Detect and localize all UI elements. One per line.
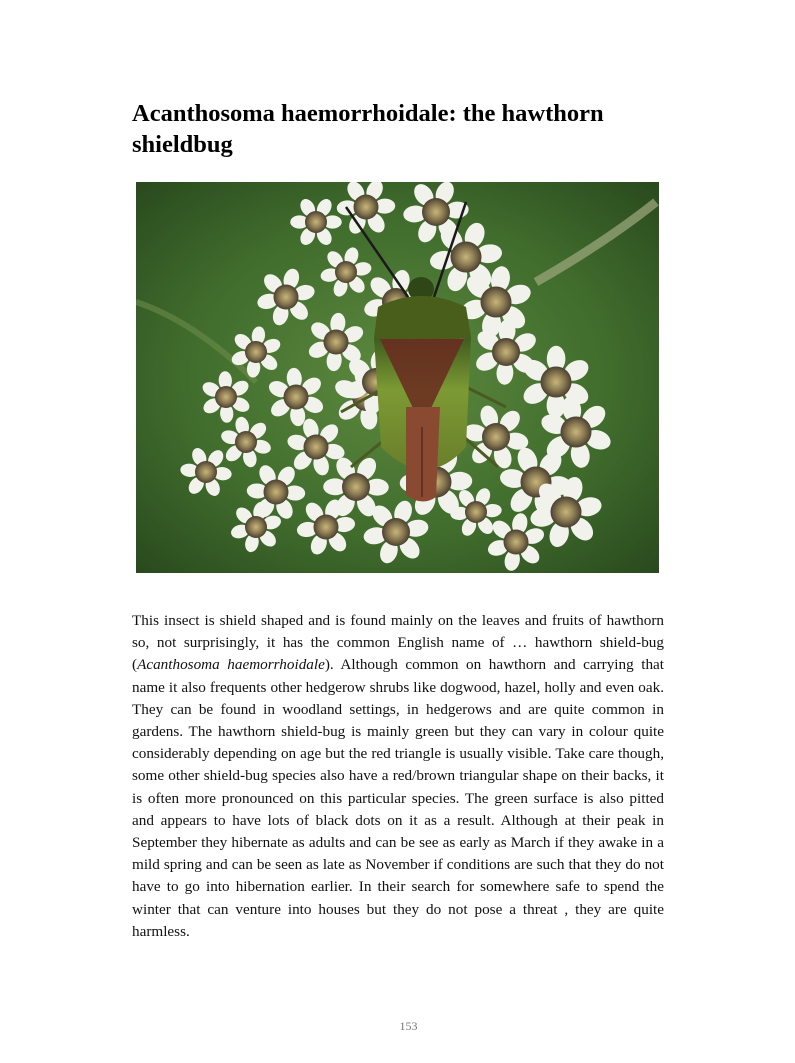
shieldbug-illustration bbox=[136, 182, 659, 573]
flower-center bbox=[504, 530, 529, 555]
flower-center bbox=[451, 242, 482, 273]
flower-center bbox=[305, 211, 327, 233]
flower-center bbox=[342, 473, 370, 501]
article-paragraph bbox=[132, 610, 664, 943]
flower-center bbox=[324, 330, 349, 355]
flower-center bbox=[264, 480, 289, 505]
flower-center bbox=[274, 285, 299, 310]
flower-center bbox=[561, 417, 592, 448]
flower-center bbox=[481, 287, 512, 318]
page-title: Acanthosoma haemorrhoidale: the hawthorn shieldbug bbox=[132, 100, 604, 158]
paragraph-text-end: ). Although common on hawthorn and carrying that name it also frequents other hedgerow shrubs like dogwood, hazel, holly and even oak. They can be found in woodland settings, in hedgerows and are quite common in gardens. The hawthorn shield-bug is mainly green but they can vary in colour quite considerably depending on age but the red triangle is usually visible. Take care though, some other shield-bug species also have a red/brown triangular shape on their backs, it is often more pronounced on this particular species. The green surface is also pitted and appears to have lots of black dots on it as a result. Although at their peak in September they hibernate as adults and can be see as early as March if they awake in a mild spring and can be seen as late as November if conditions are such that they do not have to go into hibernation earlier. In their search for somewhere safe to spend the winter that can venture into houses but they do not pose a threat , they are quite harmless. bbox=[132, 656, 664, 940]
flower-center bbox=[304, 435, 329, 460]
flower-center bbox=[284, 385, 309, 410]
flower-center bbox=[482, 423, 510, 451]
flower-center bbox=[245, 516, 267, 538]
flower-center bbox=[335, 261, 357, 283]
flower-center bbox=[465, 501, 487, 523]
flower-center bbox=[314, 515, 339, 540]
flower-center bbox=[382, 518, 410, 546]
flower-center bbox=[422, 198, 450, 226]
flower-center bbox=[551, 497, 582, 528]
page-number: 153 bbox=[399, 1019, 418, 1033]
flower-center bbox=[354, 195, 379, 220]
flower-center bbox=[245, 341, 267, 363]
paragraph-text-start: This insect is shield shaped and is found mainly on the leaves and fruits of hawthorn so, not surprisingly, it has the common English name of … hawthorn shield-bug ( bbox=[132, 612, 664, 674]
flower-center bbox=[215, 386, 237, 408]
flower-center bbox=[235, 431, 257, 453]
shieldbug-photo bbox=[136, 182, 659, 573]
flower-center bbox=[492, 338, 520, 366]
species-name-italic: Acanthosoma haemorrhoidale bbox=[137, 656, 325, 674]
flower-center bbox=[541, 367, 572, 398]
flower-center bbox=[195, 461, 217, 483]
